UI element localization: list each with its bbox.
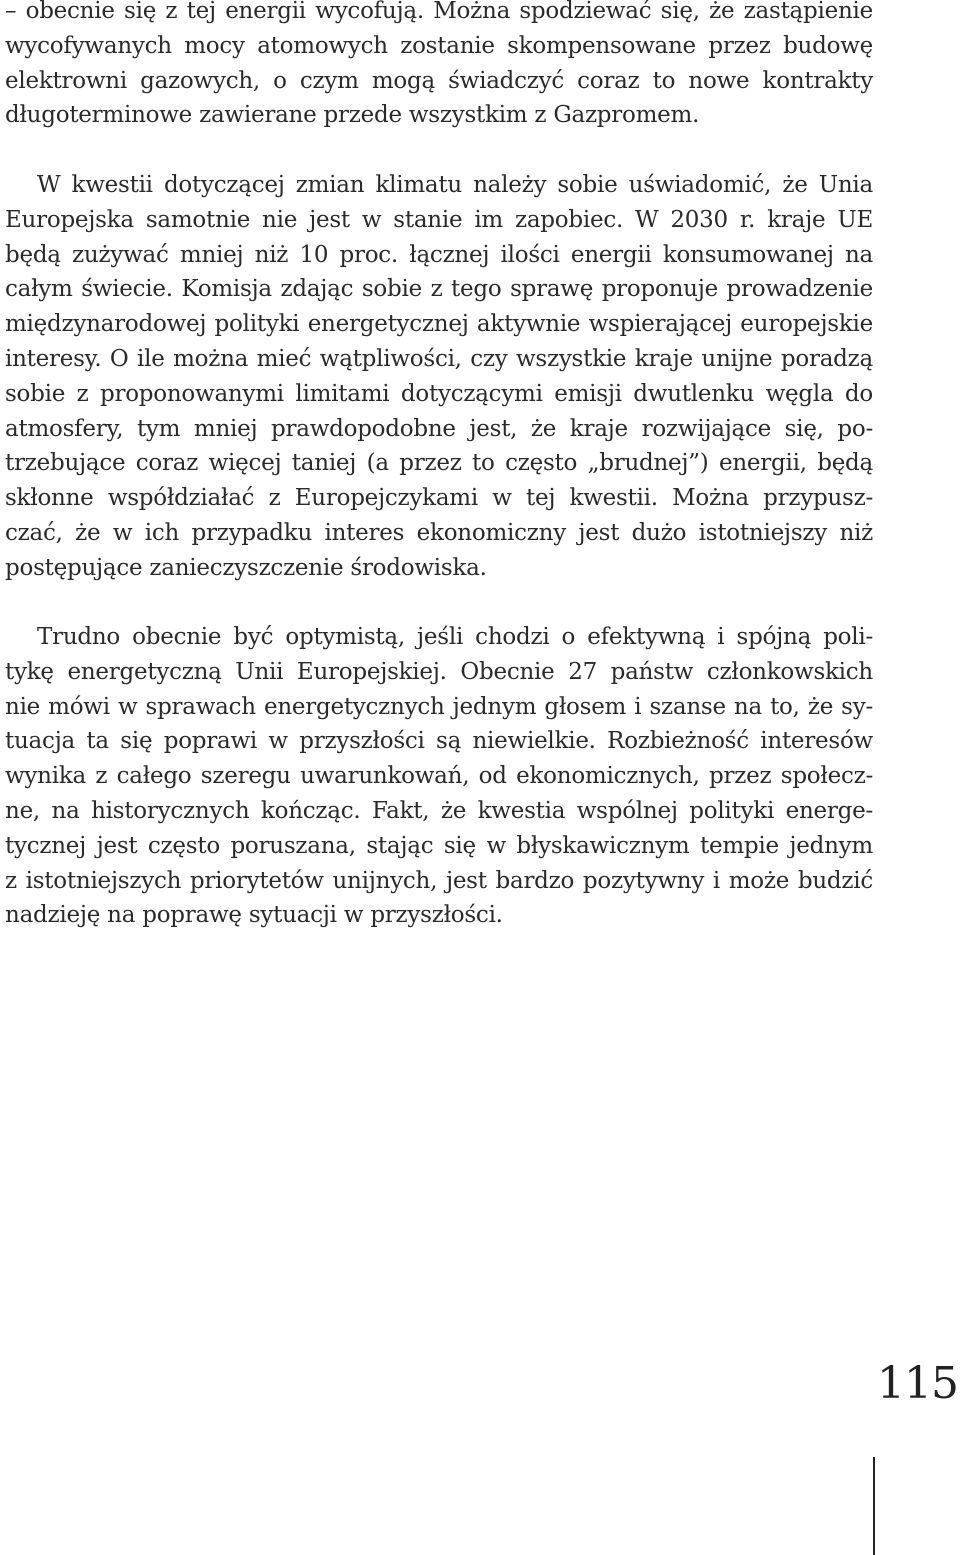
paragraph-line: tuacja ta się poprawi w przyszłości są niewielkie. Rozbieżność interesów <box>5 728 873 755</box>
paragraph-line: trzebujące coraz więcej taniej (a przez to często „brudnej”) energii, będą <box>5 450 873 477</box>
paragraph-line: nadzieję na poprawę sytuacji w przyszłości. <box>5 902 503 929</box>
paragraph-line: interesy. O ile można mieć wątpliwości, czy wszystkie kraje unijne poradzą <box>5 345 873 372</box>
paragraph-line: międzynarodowej polityki energetycznej aktywnie wspierającej europejskie <box>5 311 873 338</box>
paragraph-line: Trudno obecnie być optymistą, jeśli chodzi o efektywną i spójną poli- <box>37 624 873 650</box>
paragraph-line: ne, na historycznych kończąc. Fakt, że kwestia wspólnej polityki energe- <box>5 797 873 824</box>
paragraph-line: sobie z proponowanymi limitami dotyczącymi emisji dwutlenku węgla do <box>5 380 873 407</box>
paragraph-line: postępujące zanieczyszczenie środowiska. <box>5 554 487 581</box>
paragraph-line: W kwestii dotyczącej zmian klimatu należy sobie uświadomić, że Unia <box>37 172 873 198</box>
paragraph-line: nie mówi w sprawach energetycznych jednym głosem i szanse na to, że sy- <box>5 693 873 720</box>
paragraph-line: długoterminowe zawierane przede wszystkim z Gazpromem. <box>5 102 700 129</box>
page-number: 115 <box>877 1358 958 1409</box>
paragraph-line: z istotniejszych priorytetów unijnych, jest bardzo pozytywny i może budzić <box>5 867 873 894</box>
paragraph-line: – obecnie się z tej energii wycofują. Można spodziewać się, że zastąpienie <box>5 0 873 24</box>
paragraph-line: skłonne współdziałać z Europejczykami w tej kwestii. Można przypusz- <box>5 485 873 512</box>
paragraph-line: elektrowni gazowych, o czym mogą świadczyć coraz to nowe kontrakty <box>5 67 873 94</box>
paragraph-line: wynika z całego szeregu uwarunkowań, od ekonomicznych, przez społecz- <box>5 763 873 790</box>
paragraph-line: całym świecie. Komisja zdając sobie z tego sprawę proponuje prowadzenie <box>5 276 873 303</box>
paragraph-line: wycofywanych mocy atomowych zostanie skompensowane przez budowę <box>5 32 873 59</box>
paragraph-line: tykę energetyczną Unii Europejskiej. Obecnie 27 państw członkowskich <box>5 658 873 685</box>
paragraph-3 <box>5 620 873 933</box>
paragraph-line: czać, że w ich przypadku interes ekonomiczny jest dużo istotniejszy niż <box>5 519 873 546</box>
paragraph-2 <box>5 168 873 586</box>
page-number-rule <box>873 1457 875 1555</box>
paragraph-1 <box>5 0 873 133</box>
paragraph-line: będą zużywać mniej niż 10 proc. łącznej ilości energii konsumowanej na <box>5 241 873 268</box>
paragraph-line: tycznej jest często poruszana, stając się w błyskawicznym tempie jednym <box>5 832 873 859</box>
paragraph-line: Europejska samotnie nie jest w stanie im zapobiec. W 2030 r. kraje UE <box>5 206 873 233</box>
paragraph-line: atmosfery, tym mniej prawdopodobne jest, że kraje rozwijające się, po- <box>5 415 873 442</box>
